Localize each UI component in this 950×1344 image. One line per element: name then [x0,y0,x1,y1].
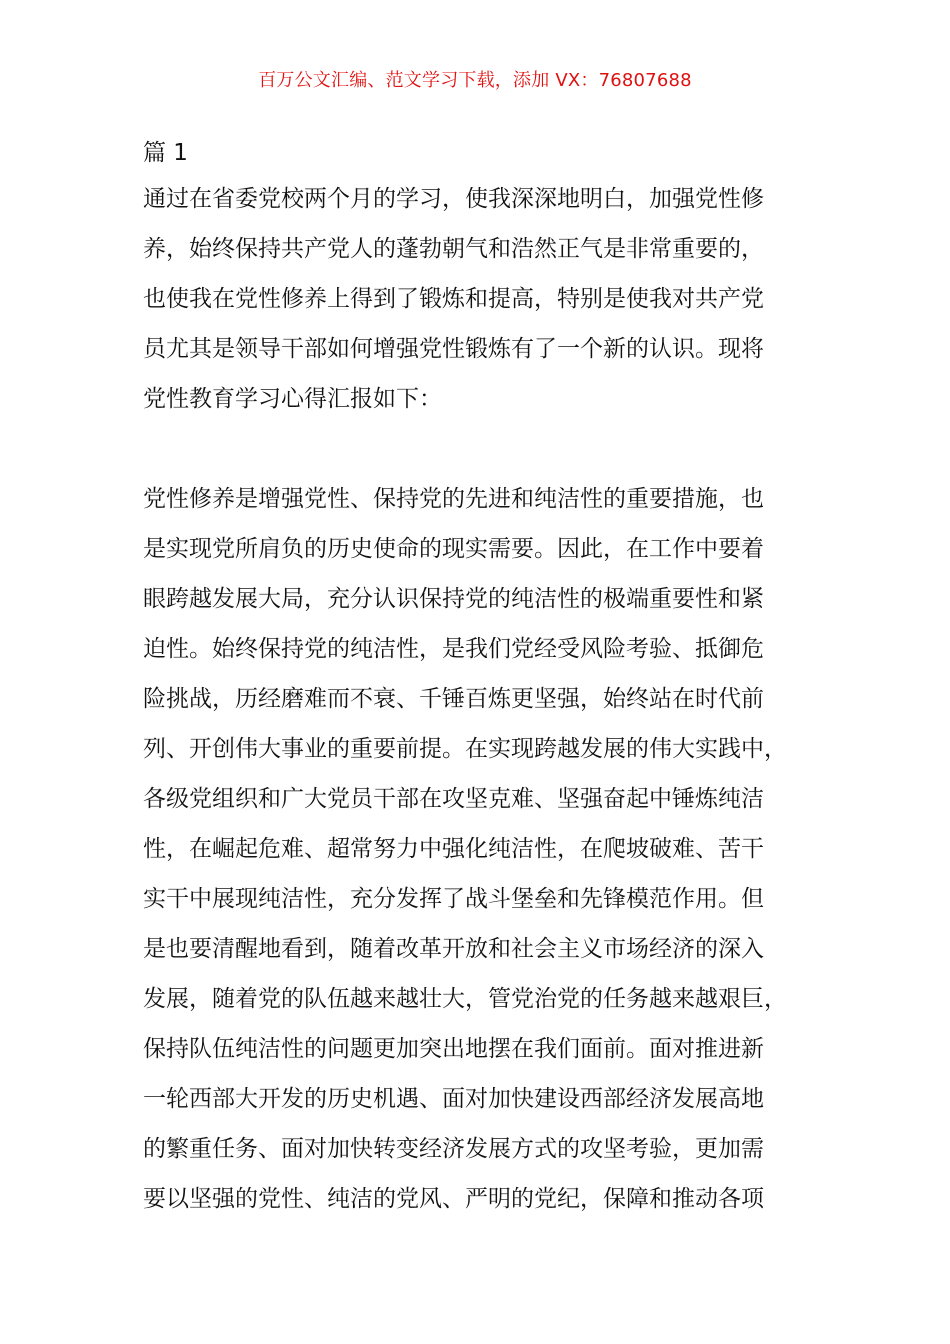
paragraph-line: 是也要清醒地看到，随着改革开放和社会主义市场经济的深入 [143,936,764,962]
paragraph-line: 列、开创伟大事业的重要前提。在实现跨越发展的伟大实践中， [143,736,787,762]
paragraph-line: 险挑战，历经磨难而不衰、千锤百炼更坚强，始终站在时代前 [143,686,764,712]
paragraph-line: 党性修养是增强党性、保持党的先进和纯洁性的重要措施，也 [143,486,764,512]
paragraph-line: 养，始终保持共产党人的蓬勃朝气和浩然正气是非常重要的， [143,236,764,262]
document-body [143,134,823,1224]
paragraph-line: 的繁重任务、面对加快转变经济发展方式的攻坚考验，更加需 [143,1136,764,1162]
paragraph-line: 保持队伍纯洁性的问题更加突出地摆在我们面前。面对推进新 [143,1036,764,1062]
section-title: 篇 1 [143,140,188,166]
paragraph-line: 迫性。始终保持党的纯洁性，是我们党经受风险考验、抵御危 [143,636,764,662]
paragraph-line: 是实现党所肩负的历史使命的现实需要。因此，在工作中要着 [143,536,764,562]
header-banner: 百万公文汇编、范文学习下载，添加 VX：76807688 [258,70,692,91]
paragraph-intro [143,174,823,424]
paragraph-line: 也使我在党性修养上得到了锻炼和提高，特别是使我对共产党 [143,286,764,312]
paragraph-line: 各级党组织和广大党员干部在攻坚克难、坚强奋起中锤炼纯洁 [143,786,764,812]
paragraph-line: 员尤其是领导干部如何增强党性锻炼有了一个新的认识。现将 [143,336,764,362]
paragraph-line: 发展，随着党的队伍越来越壮大，管党治党的任务越来越艰巨， [143,986,787,1012]
paragraph-line: 要以坚强的党性、纯洁的党风、严明的党纪，保障和推动各项 [143,1186,764,1212]
paragraph-line: 实干中展现纯洁性，充分发挥了战斗堡垒和先锋模范作用。但 [143,886,764,912]
paragraph-line: 眼跨越发展大局，充分认识保持党的纯洁性的极端重要性和紧 [143,586,764,612]
paragraph-line: 党性教育学习心得汇报如下： [143,386,442,412]
paragraph-main [143,474,823,1224]
paragraph-line: 性，在崛起危难、超常努力中强化纯洁性，在爬坡破难、苦干 [143,836,764,862]
paragraph-line: 一轮西部大开发的历史机遇、面对加快建设西部经济发展高地 [143,1086,764,1112]
paragraph-line: 通过在省委党校两个月的学习，使我深深地明白，加强党性修 [143,186,764,212]
